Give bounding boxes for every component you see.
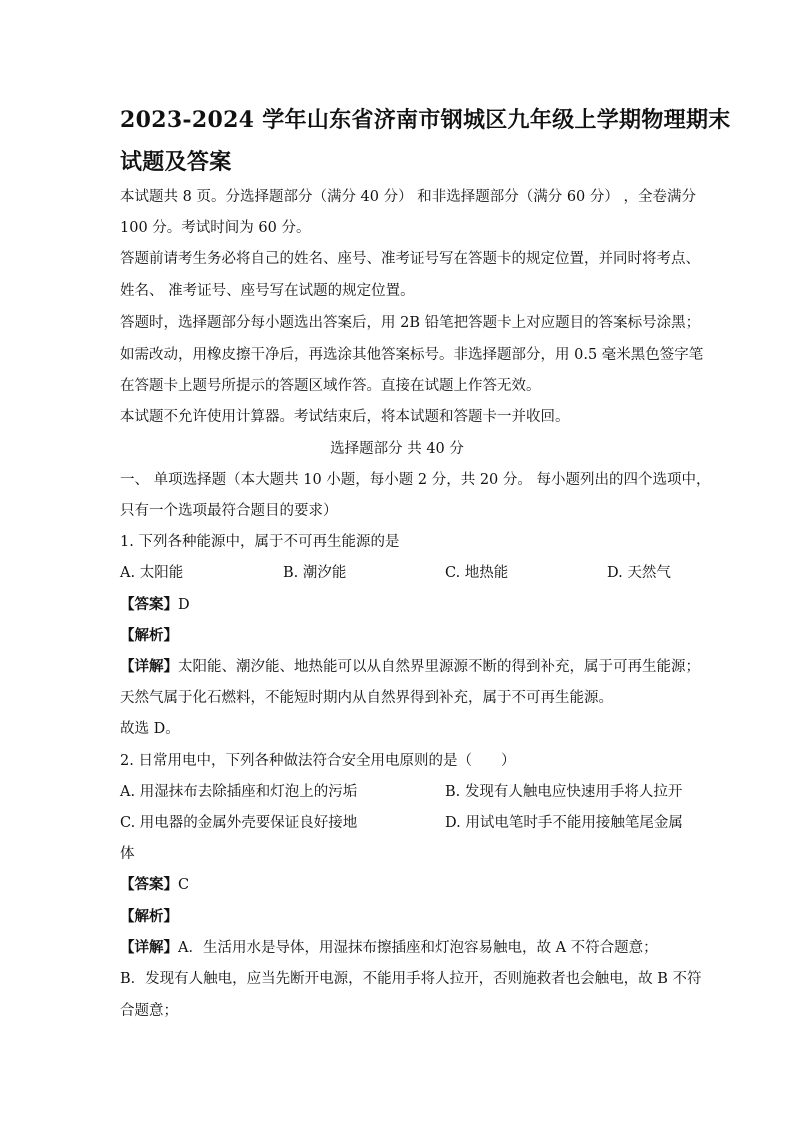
intro-line: 在答题卡上题号所提示的答题区域作答。直接在试题上作答无效。: [120, 378, 541, 394]
q1-detail-cont: 天然气属于化石燃料，不能短时期内从自然界得到补充，属于不可再生能源。: [120, 690, 613, 706]
intro-line: 本试题共 8 页。分选择题部分（满分 40 分） 和非选择题部分（满分 60 分） ，全卷满分: [120, 189, 696, 205]
doc-title-line2: 试题及答案: [120, 149, 232, 175]
section-title: 选择题部分 共 40 分: [330, 441, 464, 457]
intro-line: 答题时，选择题部分每小题选出答案后，用 2B 铅笔把答题卡上对应题目的答案标号涂黑；: [120, 315, 701, 331]
q2-analysis: [120, 905, 178, 926]
answer-value: D: [178, 597, 190, 613]
answer-value: C: [178, 877, 190, 893]
intro-line: 姓名、 准考证号、座号写在试题的规定位置。: [120, 283, 415, 299]
answer-tag: 【答案】: [120, 596, 178, 613]
q2-detail: [120, 936, 658, 957]
q1-answer: [120, 593, 190, 614]
q1-option-b: B. 潮汐能: [283, 565, 347, 581]
q2-option-d: D. 用试电笔时手不能用接触笔尾金属: [445, 815, 683, 831]
part1-instruction: 只有一个选项最符合题目的要求）: [120, 503, 338, 519]
q2-option-c: C. 用电器的金属外壳要保证良好接地: [120, 815, 358, 831]
q2-detail-cont: B．发现有人触电，应当先断开电源，不能用手将人拉开，否则施救者也会触电，故 B 不符: [120, 971, 702, 987]
q2-option-b: B. 发现有人触电应快速用手将人拉开: [445, 784, 683, 800]
answer-tag: 【答案】: [120, 876, 178, 893]
q1-stem: 1. 下列各种能源中，属于不可再生能源的是: [120, 534, 400, 550]
q1-option-d: D. 天然气: [607, 565, 671, 581]
part1-instruction: 一、 单项选择题（本大题共 10 小题，每小题 2 分，共 20 分。 每小题列出的四个选项中，: [120, 472, 711, 488]
intro-line: 答题前请考生务必将自己的姓名、座号、准考证号写在答题卡的规定位置，并同时将考点、: [120, 251, 700, 267]
q2-stem: 2. 日常用电中，下列各种做法符合安全用电原则的是（ ）: [120, 753, 516, 769]
detail-text: A．生活用水是导体，用湿抹布擦插座和灯泡容易触电，故 A 不符合题意；: [178, 940, 658, 956]
q2-option-d-wrap: 体: [120, 846, 135, 862]
intro-line: 100 分。考试时间为 60 分。: [120, 220, 311, 236]
q2-detail-cont: 合题意；: [120, 1003, 178, 1019]
analysis-tag: 【解析】: [120, 908, 178, 925]
detail-tag: 【详解】: [120, 658, 178, 675]
q1-detail: [120, 655, 700, 676]
q1-option-a: A. 太阳能: [120, 565, 184, 581]
intro-line: 本试题不允许使用计算器。考试结束后，将本试题和答题卡一并收回。: [120, 409, 570, 425]
q1-option-c: C. 地热能: [445, 565, 509, 581]
q2-answer: [120, 873, 189, 894]
q1-conclusion: 故选 D。: [120, 721, 180, 737]
detail-text: 太阳能、潮汐能、地热能可以从自然界里源源不断的得到补充，属于可再生能源；: [178, 659, 700, 675]
analysis-tag: 【解析】: [120, 627, 178, 644]
doc-title-line1: 2023-2024 学年山东省济南市钢城区九年级上学期物理期末: [120, 107, 731, 133]
detail-tag: 【详解】: [120, 939, 178, 956]
intro-line: 如需改动，用橡皮擦干净后，再选涂其他答案标号。非选择题部分，用 0.5 毫米黑色签字笔: [120, 347, 704, 363]
q1-analysis: [120, 624, 178, 645]
q2-option-a: A. 用湿抹布去除插座和灯泡上的污垢: [120, 784, 358, 800]
